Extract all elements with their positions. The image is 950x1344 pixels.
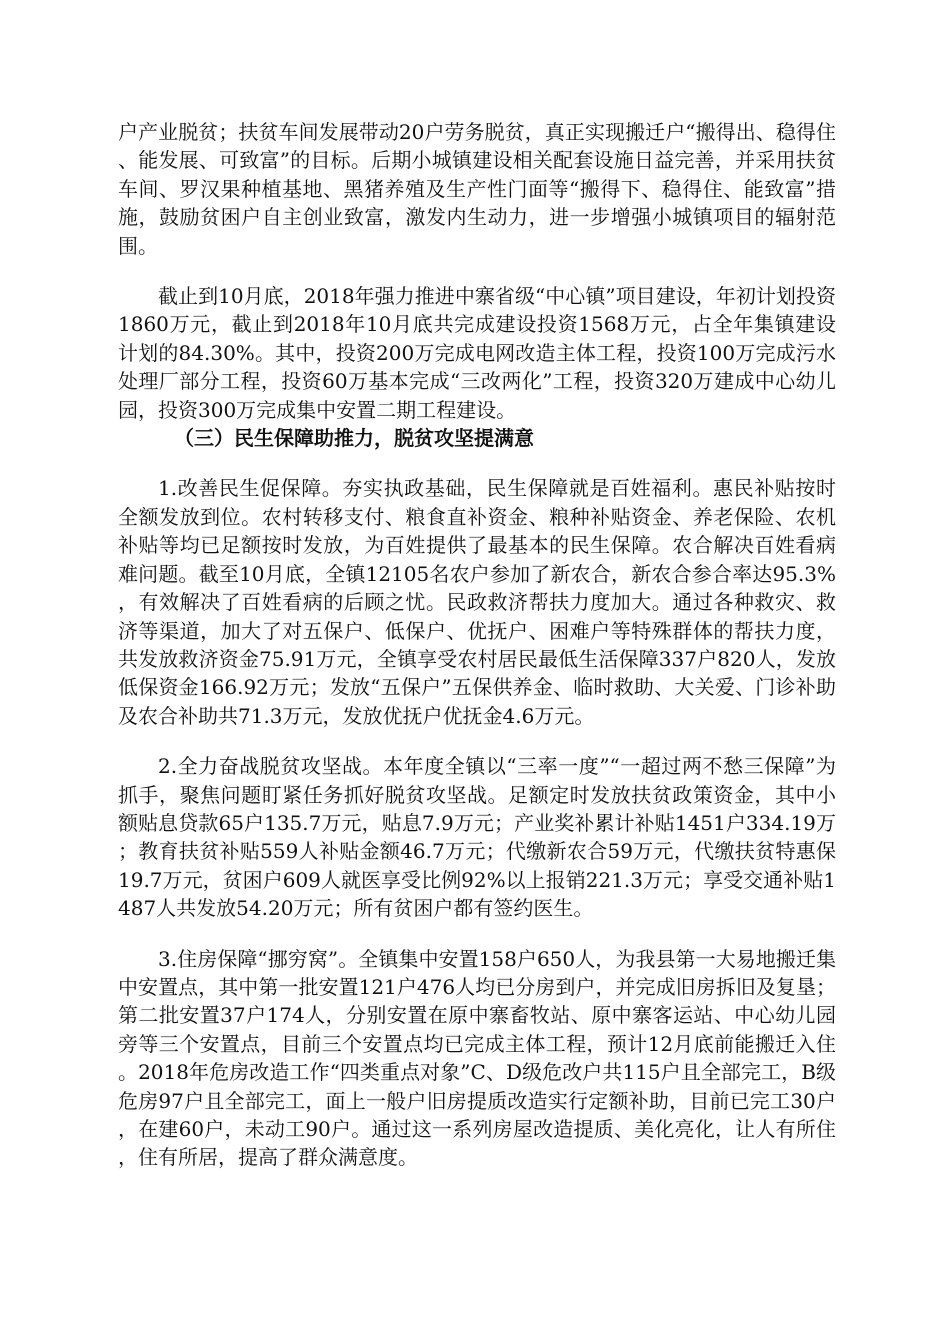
paragraph-housing-security: 3.住房保障“挪穷窝”。全镇集中安置158户650人，为我县第一大易地搬迁集中安置点，其中第一批安置121户476人均已分房到户，并完成旧房拆旧及复垦；第二批安置37户174人，分别安置在原中寨畜牧站、原中寨客运站、中心幼儿园旁等三个安置点，目前三个安置点均已完成主体工程，预计12月底前能搬迁入住。2018年危房改造工作“四类重点对象”C、D级危改户共115户且全部完工，B级危房97户且全部完工，面上一般户旧房提质改造实行定额补助，目前已完工30户，在建60户，未动工90户。通过这一系列房屋改造提质、美化亮化，让人有所住，住有所居，提高了群众满意度。: [118, 946, 836, 1170]
paragraph-livelihood-security: 1.改善民生促保障。夯实执政基础，民生保障就是百姓福利。惠民补贴按时全额发放到位。农村转移支付、粮食直补资金、粮种补贴资金、养老保险、农机补贴等均已足额按时发放，为百姓提供了最基本的民生保障。农合解决百姓看病难问题。截至10月底，全镇12105名农户参加了新农合，新农合参合率达95.3%，有效解决了百姓看病的后顾之忧。民政救济帮扶力度加大。通过各种救灾、救济等渠道，加大了对五保户、低保户、优抚户、困难户等特殊群体的帮扶力度，共发放救济资金75.91万元，全镇享受农村居民最低生活保障337户820人，发放低保资金166.92万元；发放“五保户”五保供养金、临时救助、大关爱、门诊补助及农合补助共71.3万元，发放优抚户优抚金4.6万元。: [118, 476, 836, 728]
document-body: [118, 118, 836, 1172]
paragraph-town-construction: 截止到10月底，2018年强力推进中寨省级“中心镇”项目建设，年初计划投资1860万元，截止到2018年10月底共完成建设投资1568万元，占全年集镇建设计划的84.30%。其中，投资200万完成电网改造主体工程，投资100万完成污水处理厂部分工程，投资60万基本完成“三改两化”工程，投资320万建成中心幼儿园，投资300万完成集中安置二期工程建设。: [118, 284, 836, 422]
paragraph-continuation: 户产业脱贫；扶贫车间发展带动20户劳务脱贫，真正实现搬迁户“搬得出、稳得住、能发展、可致富”的目标。后期小城镇建设相关配套设施日益完善，并采用扶贫车间、罗汉果种植基地、黑猪养殖及生产性门面等“搬得下、稳得住、能致富”措施，鼓励贫困户自主创业致富，激发内生动力，进一步增强小城镇项目的辐射范围。: [118, 120, 836, 258]
section-heading: （三）民生保障助推力，脱贫攻坚提满意: [174, 426, 534, 451]
paragraph-poverty-alleviation: 2.全力奋战脱贫攻坚战。本年度全镇以“三率一度”“一超过两不愁三保障”为抓手，聚焦问题盯紧任务抓好脱贫攻坚战。足额定时发放扶贫政策资金，其中小额贴息贷款65户135.7万元，贴息7.9万元；产业奖补累计补贴1451户334.19万；教育扶贫补贴559人补贴金额46.7万元；代缴新农合59万元，代缴扶贫特惠保19.7万元，贫困户609人就医享受比例92%以上报销221.3万元；享受交通补贴1487人共发放54.20万元；所有贫困户都有签约医生。: [118, 754, 836, 921]
